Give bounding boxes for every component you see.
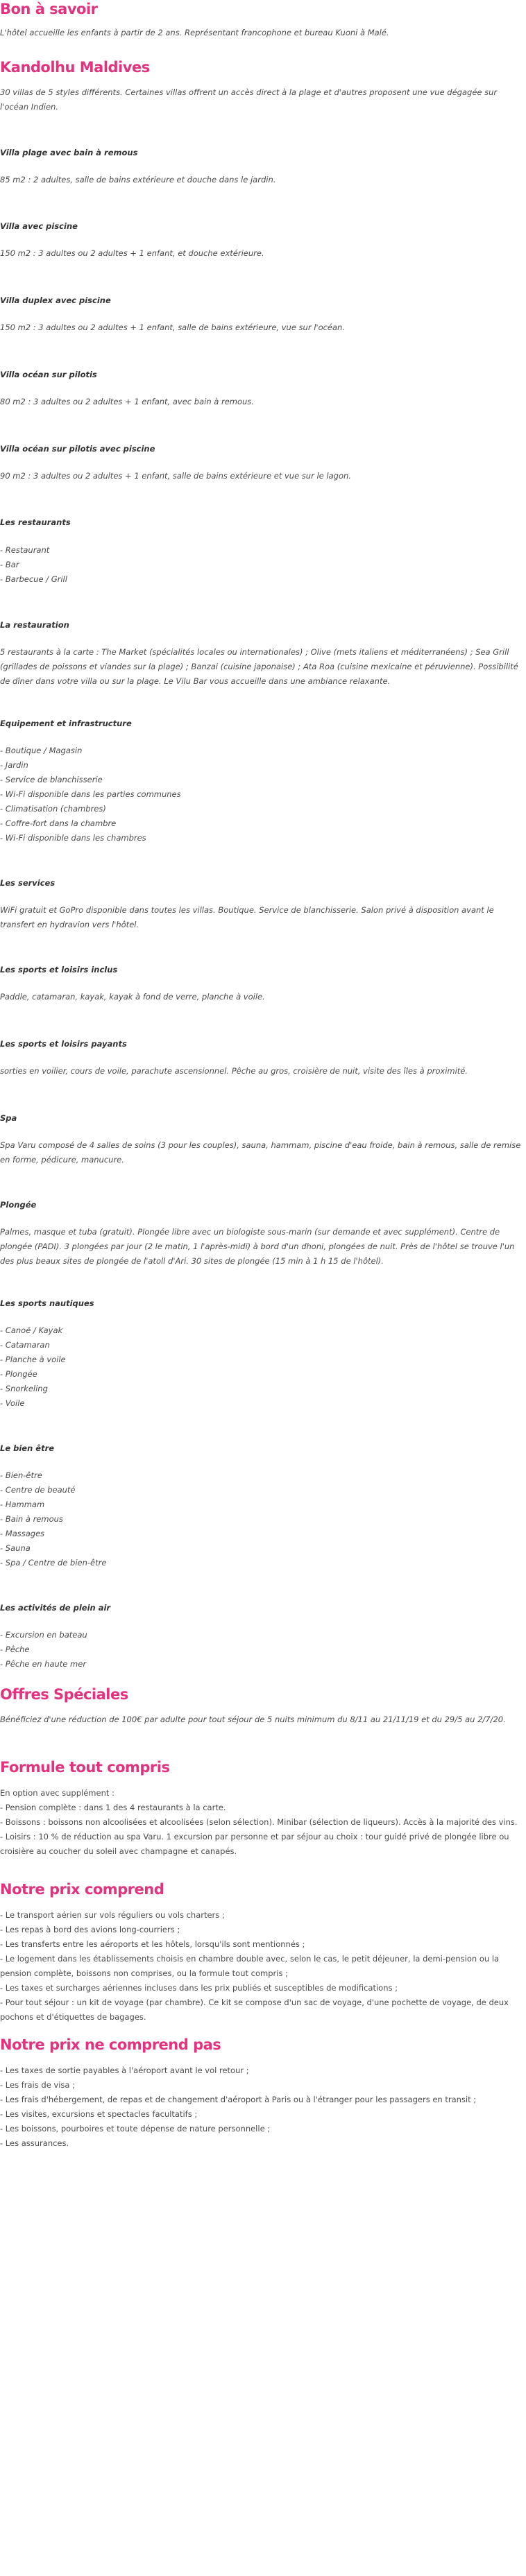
- all-inclusive-title: Formule tout compris: [0, 1759, 170, 1776]
- list-item: - Voile: [0, 1398, 25, 1408]
- outdoor-activities-title: Les activités de plein air: [0, 1603, 111, 1613]
- paid-sports-title: Les sports et loisirs payants: [0, 1039, 127, 1049]
- services-title: Les services: [0, 878, 56, 888]
- list-item: - Bain à remous: [0, 1514, 63, 1524]
- villa-title: Villa plage avec bain à remous: [0, 148, 138, 157]
- list-item: - Planche à voile: [0, 1355, 66, 1364]
- good-to-know-text: L'hôtel accueille les enfants à partir de 2 ans. Représentant francophone et bureau Kuoni à Malé.: [0, 28, 389, 37]
- list-item: - Spa / Centre de bien-être: [0, 1558, 107, 1568]
- diving-text: Palmes, masque et tuba (gratuit). Plongée libre avec un biologiste sous-marin (sur demande et avec supplément). Centre de plongée (PADI). 3 plongées par jour (2 le matin, 1 l'après-midi) à bord d'un dhoni, plongées de nuit. Près de l'hôtel se trouve l'un des plus beaux sites de plongée de l'atoll d'Ari. 30 sites de plongée (15 min à 1 h 15 de l'hôtel).: [0, 1227, 515, 1266]
- diving-title: Plongée: [0, 1200, 37, 1210]
- list-item: - Excursion en bateau: [0, 1630, 87, 1640]
- villa-description: 80 m2 : 3 adultes ou 2 adultes + 1 enfant, avec bain à remous.: [0, 397, 254, 406]
- list-item: - Barbecue / Grill: [0, 574, 67, 584]
- list-item: - Plongée: [0, 1369, 37, 1379]
- special-offers-title: Offres Spéciales: [0, 1686, 128, 1703]
- list-item: - Les assurances.: [0, 2138, 69, 2148]
- list-item: - Les visites, excursions et spectacles facultatifs ;: [0, 2109, 198, 2119]
- included-sports-text: Paddle, catamaran, kayak, kayak à fond de verre, planche à voile.: [0, 992, 265, 1002]
- restauration-text: 5 restaurants à la carte : The Market (spécialités locales ou internationales) ; Olive (mets italiens et méditerranéens) ; Sea Grill (grillades de poissons et viandes sur la plage) ; Banzai (cuisine japonaise) ; Ata Roa (cuisine mexicaine et péruvienne). Possibilité de dîner dans votre villa ou sur la plage. Le Vilu Bar vous accueille dans une ambiance relaxante.: [0, 647, 518, 686]
- list-item: - Loisirs : 10 % de réduction au spa Varu. 1 excursion par personne et par séjour au choix : tour guidé privé de plongée libre ou croisière au coucher du soleil avec champagne et canapés.: [0, 1832, 509, 1856]
- list-item: - Catamaran: [0, 1340, 50, 1350]
- wellness-list: [0, 1468, 522, 1570]
- list-item: - Hammam: [0, 1500, 45, 1509]
- list-item: - Service de blanchisserie: [0, 775, 103, 784]
- services-text: WiFi gratuit et GoPro disponible dans toutes les villas. Boutique. Service de blanchisserie. Salon privé à disposition avant le transfert en hydravion vers l'hôtel.: [0, 905, 494, 929]
- list-item: - Les repas à bord des avions long-courriers ;: [0, 1925, 180, 1934]
- list-item: - Pour tout séjour : un kit de voyage (par chambre). Ce kit se compose d'un sac de voyage, d'une pochette de voyage, de deux pochons et d'étiquettes de bagages.: [0, 1998, 509, 2022]
- list-item: - Pêche: [0, 1645, 30, 1654]
- resort-description: 30 villas de 5 styles différents. Certaines villas offrent un accès direct à la plage et d'autres proposent une vue dégagée sur l'océan Indien.: [0, 87, 498, 112]
- list-item: - Massages: [0, 1529, 45, 1538]
- water-sports-list: [0, 1323, 522, 1411]
- list-item: - Pêche en haute mer: [0, 1659, 87, 1669]
- price-excludes-list: [0, 2063, 522, 2151]
- list-item: En option avec supplément :: [0, 1788, 114, 1798]
- included-sports-title: Les sports et loisirs inclus: [0, 965, 118, 974]
- list-item: - Bar: [0, 560, 19, 569]
- all-inclusive-list: [0, 1786, 522, 1859]
- list-item: - Les taxes et surcharges aériennes incluses dans les prix publiés et susceptibles de modifications ;: [0, 1983, 398, 1993]
- list-item: - Les taxes de sortie payables à l'aéroport avant le vol retour ;: [0, 2066, 249, 2075]
- list-item: - Le logement dans les établissements choisis en chambre double avec, selon le cas, le petit déjeuner, la demi-pension ou la pension complète, boissons non comprises, ou la formule tout compris ;: [0, 1954, 500, 1978]
- list-item: - Canoë / Kayak: [0, 1325, 63, 1335]
- villa-title: Villa duplex avec piscine: [0, 295, 111, 305]
- spa-text: Spa Varu composé de 4 salles de soins (3 pour les couples), sauna, hammam, piscine d'eau froide, bain à remous, salle de remise en forme, pédicure, manucure.: [0, 1140, 521, 1165]
- spa-title: Spa: [0, 1113, 17, 1123]
- villa-title: Villa océan sur pilotis: [0, 370, 97, 379]
- list-item: - Coffre-fort dans la chambre: [0, 818, 117, 828]
- villa-description: 150 m2 : 3 adultes ou 2 adultes + 1 enfant, salle de bains extérieure, vue sur l'océan.: [0, 323, 345, 332]
- price-includes-list: [0, 1908, 522, 2025]
- equipment-title: Equipement et infrastructure: [0, 719, 132, 728]
- villa-description: 150 m2 : 3 adultes ou 2 adultes + 1 enfant, et douche extérieure.: [0, 248, 264, 258]
- paid-sports-text: sorties en voilier, cours de voile, parachute ascensionnel. Pêche au gros, croisière de nuit, visite des îles à proximité.: [0, 1066, 468, 1076]
- equipment-list: [0, 744, 522, 845]
- list-item: - Les frais d'hébergement, de repas et de changement d'aéroport à Paris ou à l'étranger pour les passagers en transit ;: [0, 2095, 477, 2104]
- restaurants-title: Les restaurants: [0, 517, 71, 527]
- price-includes-title: Notre prix comprend: [0, 1881, 164, 1898]
- water-sports-title: Les sports nautiques: [0, 1298, 94, 1308]
- restaurants-list: [0, 543, 522, 587]
- list-item: - Wi-Fi disponible dans les chambres: [0, 833, 146, 843]
- villa-description: 85 m2 : 2 adultes, salle de bains extérieure et douche dans le jardin.: [0, 175, 276, 184]
- list-item: - Boutique / Magasin: [0, 746, 83, 755]
- list-item: - Centre de beauté: [0, 1485, 76, 1495]
- villa-description: 90 m2 : 3 adultes ou 2 adultes + 1 enfant, salle de bains extérieure et vue sur le lagon.: [0, 471, 351, 481]
- good-to-know-title: Bon à savoir: [0, 1, 98, 17]
- list-item: - Climatisation (chambres): [0, 804, 106, 814]
- list-item: - Les transferts entre les aéroports et les hôtels, lorsqu'ils sont mentionnés ;: [0, 1939, 305, 1949]
- outdoor-activities-list: [0, 1628, 522, 1672]
- list-item: - Jardin: [0, 760, 28, 770]
- list-item: - Les boissons, pourboires et toute dépense de nature personnelle ;: [0, 2124, 271, 2133]
- price-excludes-title: Notre prix ne comprend pas: [0, 2036, 221, 2053]
- restauration-title: La restauration: [0, 620, 69, 630]
- list-item: - Les frais de visa ;: [0, 2080, 75, 2090]
- list-item: - Boissons : boissons non alcoolisées et alcoolisées (selon sélection). Minibar (sélection de liqueurs). Accès à la majorité des vins.: [0, 1817, 518, 1827]
- list-item: - Pension complète : dans 1 des 4 restaurants à la carte.: [0, 1803, 226, 1812]
- resort-title: Kandolhu Maldives: [0, 59, 150, 76]
- special-offers-text: Bénéficiez d'une réduction de 100€ par adulte pour tout séjour de 5 nuits minimum du 8/11 au 21/11/19 et du 29/5 au 2/7/20.: [0, 1715, 506, 1724]
- villa-title: Villa avec piscine: [0, 221, 78, 231]
- list-item: - Wi-Fi disponible dans les parties communes: [0, 789, 181, 799]
- list-item: - Restaurant: [0, 545, 50, 555]
- villa-title: Villa océan sur pilotis avec piscine: [0, 444, 155, 454]
- list-item: - Sauna: [0, 1543, 31, 1553]
- list-item: - Snorkeling: [0, 1384, 48, 1393]
- wellness-title: Le bien être: [0, 1443, 55, 1453]
- list-item: - Le transport aérien sur vols réguliers ou vols charters ;: [0, 1910, 225, 1920]
- list-item: - Bien-être: [0, 1470, 42, 1480]
